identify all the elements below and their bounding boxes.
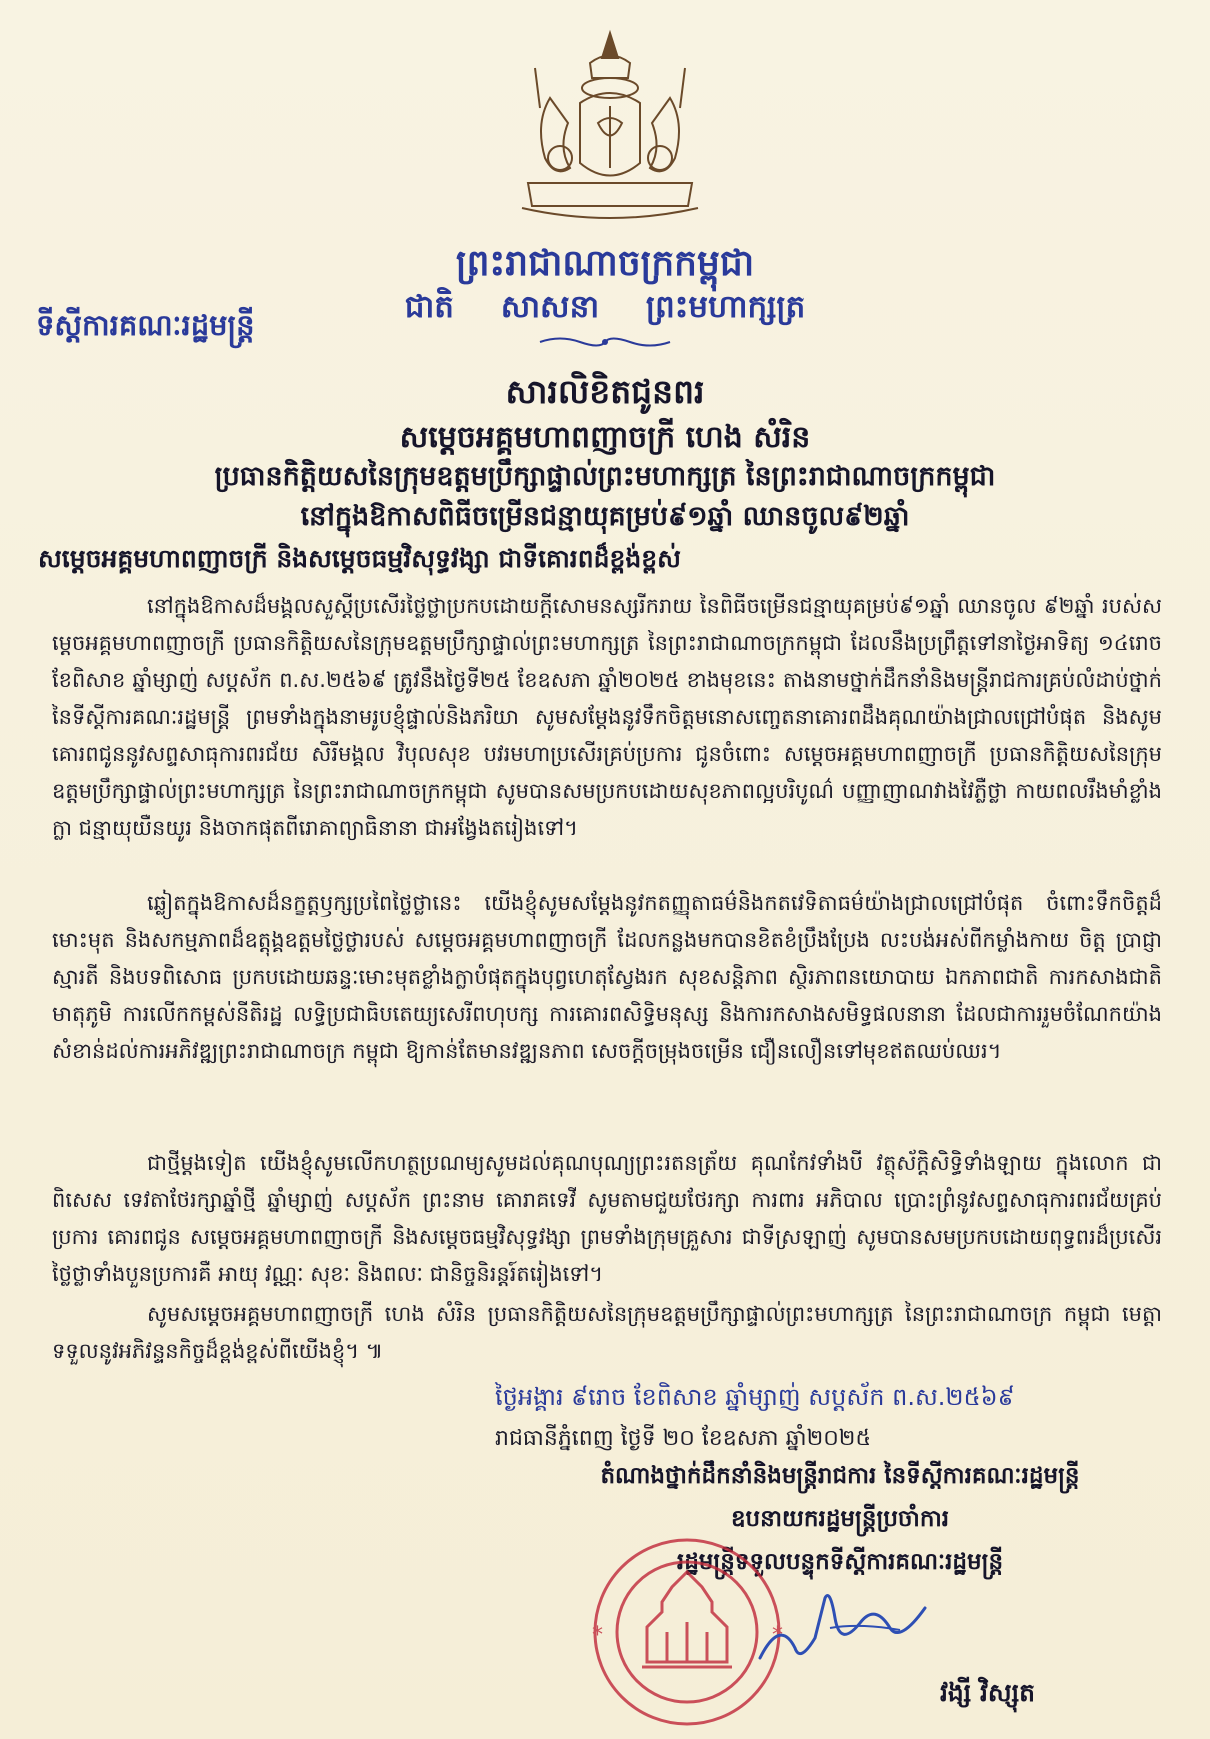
kingdom-title: ព្រះរាជាណាចក្រកម្ពុជា [455, 243, 755, 284]
body-paragraph-4 [52, 1296, 1162, 1370]
national-motto: ជាតិ សាសនា ព្រះមហាក្សត្រ [404, 289, 806, 325]
recipient-position: ប្រធានកិត្តិយសនៃក្រុមឧត្តមប្រឹក្សាផ្ទាល់ព្រះមហាក្សត្រ នៃព្រះរាជាណាចក្រកម្ពុជា [214, 461, 996, 492]
lunar-date: ថ្ងៃអង្គារ ៩រោច ខែពិសាខ ឆ្នាំម្សាញ់ សប្តស័ក ព.ស.២៥៦៩ [495, 1383, 1015, 1411]
body-paragraph-1 [52, 588, 1162, 847]
issuing-office: ទីស្តីការគណៈរដ្ឋមន្ត្រី [36, 308, 255, 342]
signatory-title-2: រដ្ឋមន្ត្រីទទួលបន្ទុកទីស្តីការគណៈរដ្ឋមន្ត្រី [676, 1549, 1004, 1575]
handwritten-signature-icon [740, 1578, 940, 1678]
royal-coat-of-arms-emblem [510, 28, 710, 233]
body-paragraph-1-text: នៅក្នុងឱកាសដ៏មង្គលសួស្តីប្រសើរថ្លៃថ្លាប្រកបដោយក្តីសោមនស្សរីករាយ នៃពិធីចម្រើនជន្មាយុគម្រប់៩១ឆ្នាំ ឈានចូល ៩២ឆ្នាំ របស់សម្តេចអគ្គមហាពញាចក្រី ប្រធានកិត្តិយសនៃក្រុមឧត្តមប្រឹក្សាផ្ទាល់ព្រះមហាក្សត្រ នៃព្រះរាជាណាចក្រកម្ពុជា ដែលនឹងប្រព្រឹត្តទៅនាថ្ងៃអាទិត្យ ១៤រោច ខែពិសាខ ឆ្នាំម្សាញ់ សប្តស័ក ព.ស.២៥៦៩ ត្រូវនឹងថ្ងៃទី២៥ ខែឧសភា ឆ្នាំ២០២៥ ខាងមុខនេះ តាងនាមថ្នាក់ដឹកនាំនិងមន្ត្រីរាជការគ្រប់លំដាប់ថ្នាក់ នៃទីស្តីការគណៈរដ្ឋមន្ត្រី ព្រមទាំងក្នុងនាមរូបខ្ញុំផ្ទាល់និងភរិយា សូមសម្តែងនូវទឹកចិត្តមនោសញ្ចេតនាគោរពដឹងគុណយ៉ាងជ្រាលជ្រៅបំផុត និងសូមគោរពជូននូវសព្ទសាធុការពរជ័យ សិរីមង្គល វិបុលសុខ បវរមហាប្រសើរគ្រប់ប្រការ ជូនចំពោះ សម្តេចអគ្គមហាពញាចក្រី ប្រធានកិត្តិយសនៃក្រុមឧត្តមប្រឹក្សាផ្ទាល់ព្រះមហាក្សត្រ នៃព្រះរាជាណាចក្រកម្ពុជា សូមបានសមប្រកបដោយសុខភាពល្អបរិបូណ៌ បញ្ញាញាណវាងវៃភ្លឺថ្លា កាយពលរឹងមាំខ្លាំងក្លា ជន្មាយុយឺនយូរ និងចាកផុតពីរោគាព្យាធិនានា ជាអង្វែងតរៀងទៅ។ [52, 594, 1162, 840]
salutation: សម្តេចអគ្គមហាពញាចក្រី និងសម្តេចធម្មវិសុទ្ធវង្សា ជាទីគោរពដ៏ខ្ពង់ខ្ពស់ [38, 544, 681, 573]
svg-text:*: * [592, 1623, 603, 1648]
signatory-title-1: ឧបនាយករដ្ឋមន្ត្រីប្រចាំការ [730, 1506, 950, 1532]
recipient-name: សម្តេចអគ្គមហាពញាចក្រី ហេង សំរិន [399, 420, 811, 455]
ornament-divider-icon [535, 335, 675, 349]
signatory-representation: តំណាងថ្នាក់ដឹកនាំនិងមន្ត្រីរាជការ នៃទីស្តីការគណៈរដ្ឋមន្ត្រី [600, 1463, 1080, 1489]
solar-date: រាជធានីភ្នំពេញ ថ្ងៃទី ២០ ខែឧសភា ឆ្នាំ២០២៥ [495, 1426, 872, 1451]
svg-text:*: * [772, 1623, 783, 1648]
body-paragraph-2 [52, 885, 1162, 1070]
letter-title: សារលិខិតជូនពរ [505, 372, 705, 411]
body-paragraph-3 [52, 1145, 1162, 1293]
occasion-line: នៅក្នុងឱកាសពិធីចម្រើនជន្មាយុគម្រប់៩១ឆ្នាំ ឈានចូល៩២ឆ្នាំ [300, 501, 910, 532]
body-paragraph-4-text: សូមសម្តេចអគ្គមហាពញាចក្រី ហេង សំរិន ប្រធានកិត្តិយសនៃក្រុមឧត្តមប្រឹក្សាផ្ទាល់ព្រះមហាក្សត្រ នៃព្រះរាជាណាចក្រ កម្ពុជា មេត្តាទទួលនូវអភិវន្ទនកិច្ចដ៏ខ្ពង់ខ្ពស់ពីយើងខ្ញុំ។ ៕ [52, 1302, 1162, 1363]
body-paragraph-2-text: ឆ្លៀតក្នុងឱកាសដ៏នក្ខត្តឫក្សប្រពៃថ្លៃថ្លានេះ យើងខ្ញុំសូមសម្តែងនូវកតញ្ញុតាធម៌និងកតវេទិតាធម៌យ៉ាងជ្រាលជ្រៅបំផុត ចំពោះទឹកចិត្តដ៏មោះមុត និងសកម្មភាពដ៏ឧត្តុង្គឧត្តមថ្លៃថ្លារបស់ សម្តេចអគ្គមហាពញាចក្រី ដែលកន្លងមកបានខិតខំប្រឹងប្រែង លះបង់អស់ពីកម្លាំងកាយ ចិត្ត ប្រាជ្ញា ស្មារតី និងបទពិសោធ ប្រកបដោយឆន្ទៈមោះមុតខ្លាំងក្លាបំផុតក្នុងបុព្វហេតុស្វែងរក សុខសន្តិភាព ស្ថិរភាពនយោបាយ ឯកភាពជាតិ ការកសាងជាតិមាតុភូមិ ការលើកកម្ពស់នីតិរដ្ឋ លទ្ធិប្រជាធិបតេយ្យសេរីពហុបក្ស ការគោរពសិទ្ធិមនុស្ស និងការកសាងសមិទ្ធផលនានា ដែលជាការរួមចំណែកយ៉ាងសំខាន់ដល់ការអភិវឌ្ឍព្រះរាជាណាចក្រ កម្ពុជា ឱ្យកាន់តែមានវឌ្ឍនភាព សេចក្តីចម្រុងចម្រើន ជឿនលឿនទៅមុខឥតឈប់ឈរ។ [52, 891, 1162, 1063]
signer-name: វង្សី វិស្សុត [940, 1678, 1036, 1707]
body-paragraph-3-text: ជាថ្មីម្តងទៀត យើងខ្ញុំសូមលើកហត្ថប្រណម្យសូមដល់គុណបុណ្យព្រះរតនត្រ័យ គុណកែវទាំងបី វត្ថុស័ក្តិសិទ្ធិទាំងឡាយ ក្នុងលោក ជាពិសេស ទេវតាថែរក្សាឆ្នាំថ្មី ឆ្នាំម្សាញ់ សប្តស័ក ព្រះនាម គោរាគទេវី សូមតាមជួយថែរក្សា ការពារ អភិបាល ប្រោះព្រំនូវសព្ទសាធុការពរជ័យគ្រប់ប្រការ គោរពជូន សម្តេចអគ្គមហាពញាចក្រី និងសម្តេចធម្មវិសុទ្ធវង្សា ព្រមទាំងក្រុមគ្រួសារ ជាទីស្រឡាញ់ សូមបានសមប្រកបដោយពុទ្ធពរដ៏ប្រសើរថ្លៃថ្លាទាំងបួនប្រការគឺ អាយុ វណ្ណៈ សុខៈ និងពលៈ ជានិច្ចនិរន្តរ៍តរៀងទៅ។ [52, 1151, 1162, 1286]
